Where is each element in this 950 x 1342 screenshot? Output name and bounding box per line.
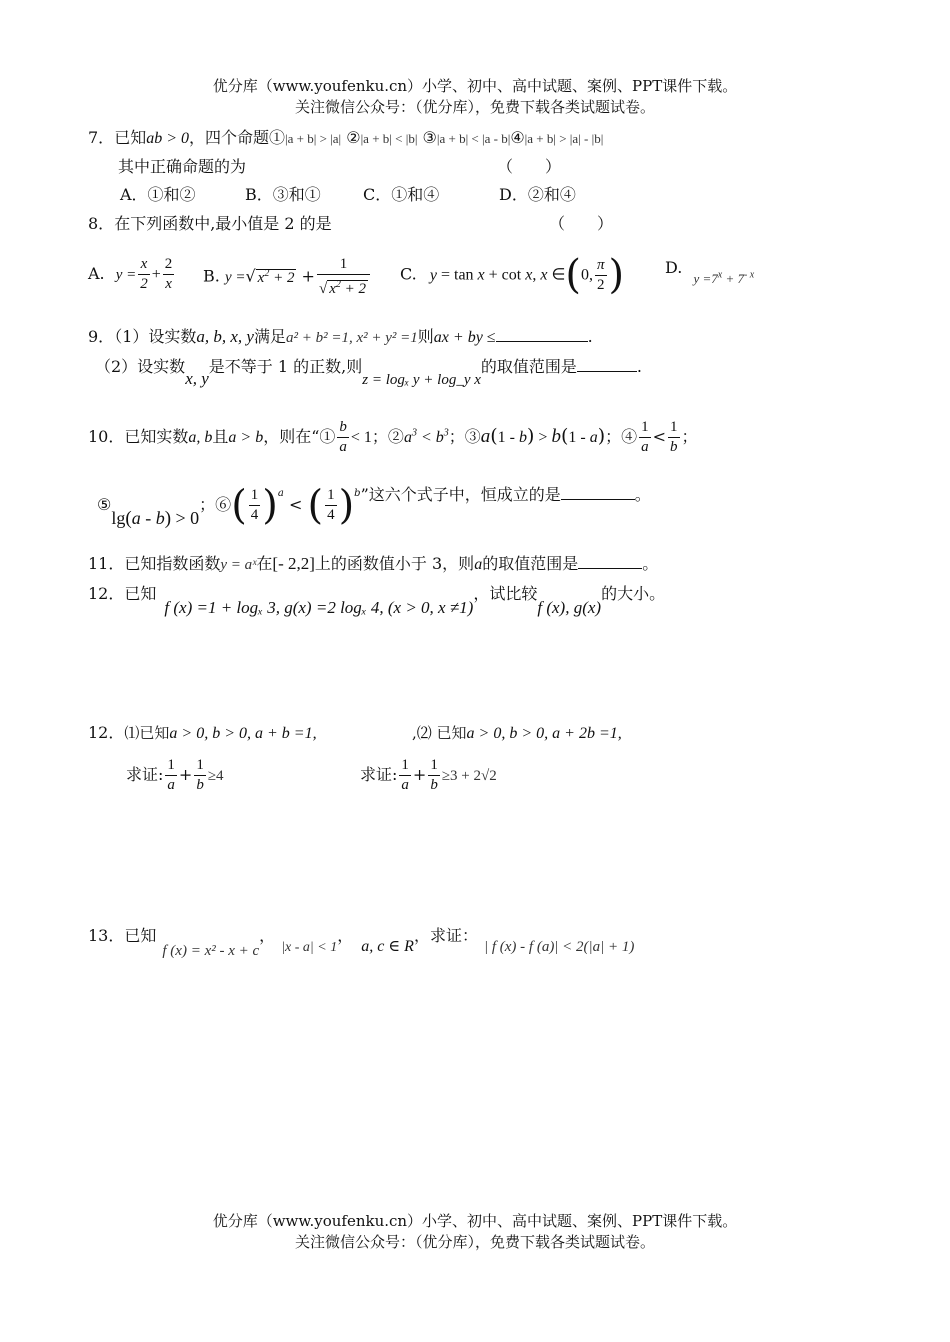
header-line-2: 关注微信公众号：（优分库），免费下载各类试题试卷。 (294, 98, 655, 116)
q10-text-b: ，则在“① (263, 427, 336, 446)
q12a-number: 12． (88, 584, 125, 603)
q7-sep-3: ③ (417, 128, 437, 147)
q8-option-a: A. y = $\frac{x}{2}$ + $\frac{2}{x}$ (88, 256, 173, 292)
q11-function: y = aˣ (220, 557, 257, 573)
q13-goal: | f (x) - f (a)| < 2(|a| + 1) (483, 939, 635, 955)
q7-option-d: D．②和④ (499, 185, 576, 204)
q9-p2-mid: 是不等于 1 的正数,则 (208, 357, 363, 376)
q9-p1-mid: 满足 (253, 327, 286, 346)
q9-number: 9． (88, 327, 115, 346)
q12b-condition-2: a > 0, b > 0, a + 2b =1, (466, 725, 622, 742)
q7-sep-4: ④ (510, 128, 525, 147)
q12b-prove-2-rhs: ≥3 + 2√2 (441, 768, 497, 784)
q8-option-c-label: C. (400, 264, 417, 284)
q9-p1-label: （1）设实数 (114, 327, 197, 346)
q11-text-d: 的取值范围是 (482, 554, 579, 573)
q12b-prove-1: 求证: $\frac{1}{a}$ + $\frac{1}{b}$ ≥4 (126, 757, 224, 793)
footer-line-1: 优分库（www.youfenku.cn）小学、初中、高中试题、案例、PPT课件下载。 (212, 1212, 738, 1230)
q12a-text-c: 的大小。 (601, 584, 666, 603)
q10-sep-5: ⑤ (97, 495, 112, 514)
q9-p1-vars: a, b, x, y (196, 327, 254, 346)
q12b-prove-2: 求证: $\frac{1}{a}$ + $\frac{1}{b}$ ≥3 + 2√2 (360, 757, 497, 793)
q12a-text-a: 已知 (124, 584, 157, 603)
q7-prop-2: |a + b| < |b| (360, 131, 418, 146)
q8-option-a-label: A. (88, 264, 105, 283)
question-12a (88, 584, 665, 618)
question-10-line-2: ⑤lg(a - b) > 0；⑥( $\frac{1}{4}$ )$^a$ < ( $\frac{1}{4}$ )$^b$”这六个式子中，恒成立的是 。 (97, 482, 651, 529)
q13-function: f (x) = x² - x + c (162, 943, 260, 959)
q10-sep-2: ；② (371, 427, 404, 446)
q9-p1-then: 则 (417, 327, 434, 346)
q8-answer-paren: （ ） (549, 214, 614, 233)
q13-text-b: ，求证： (413, 926, 478, 945)
q7-text-b: ，四个命题① (189, 128, 286, 147)
q9-p1-expression: ax + by ≤ (433, 329, 496, 346)
q9-p1-answer-blank (496, 326, 588, 342)
q10-answer-blank (561, 484, 635, 500)
q12b-condition-1: a > 0, b > 0, a + b =1, (169, 725, 317, 742)
q13-condition-2: a, c ∈ R (361, 938, 414, 955)
question-12b-part-2 (412, 723, 622, 743)
q11-text-c: 上的函数值小于 3，则 (314, 554, 475, 573)
q7-prop-3: |a + b| < |a - b| (436, 131, 511, 146)
q8-option-b: B. y =√ $x^2 + 2$ + $\frac{1}{√ x^2 + 2}$ (203, 255, 372, 299)
q8-option-d-label: D. (665, 258, 683, 277)
q12b-prove-1-rhs: ≥4 (207, 768, 224, 784)
q9-p1-equation: a² + b² =1, x² + y² =1 (285, 330, 418, 346)
q7-answer-paren: （ ） (497, 157, 562, 176)
q12b-prove-2-label: 求证: (360, 765, 398, 784)
q7-text-a: 已知 (114, 128, 147, 147)
q10-sep-4: ；④ (605, 427, 638, 446)
q11-interval: [- 2,2] (272, 554, 315, 573)
q13-sep-1: ， (259, 926, 276, 945)
q12b-prove-1-label: 求证: (126, 765, 164, 784)
q7-condition: ab > 0 (146, 130, 189, 147)
q7-option-a: A．①和② (120, 185, 196, 204)
question-10-line-1: 10．已知实数a, b且a > b，则在“① $\frac{b}{a}$ < 1；$②a^3 < b^3$；③a(1 - b) > b(1 - a)；④ $\frac{1}{a}$ < $\frac{1}{b}$ ； (88, 419, 698, 455)
q7-prop-1: |a + b| > |a| (285, 131, 342, 146)
q7-prop-4: |a + b| > |a| - |b| (524, 131, 604, 146)
q10-number: 10． (88, 427, 125, 446)
question-9-part-1: 9．（1）设实数a, b, x, y满足a² + b² =1, x² + y² =1则ax + by ≤ . (88, 327, 593, 346)
q12b-part-2-label: ,⑵ 已知 (412, 724, 467, 742)
q13-sep-2: ， (337, 926, 354, 945)
question-13 (88, 926, 634, 960)
question-7 (88, 128, 603, 148)
q12a-expression-2: f (x), g(x) (537, 598, 602, 617)
q10-vars: a, b (188, 429, 213, 446)
question-12b-line-1 (88, 723, 317, 743)
q8-option-c: C. y = tan x + cot x, x ∈(0, $\frac{\pi}{2}$ ) (400, 252, 625, 298)
q8-text: 在下列函数中,最小值是 2 的是 (114, 214, 332, 233)
q7-option-b: B．③和① (245, 185, 321, 204)
q13-number: 13． (88, 926, 125, 945)
q12a-text-b: ，试比较 (473, 584, 538, 603)
q8-number: 8． (88, 214, 115, 233)
q9-p2-vars: x, y (185, 369, 209, 388)
q10-text-a: 已知实数 (124, 427, 189, 446)
q11-var: a (474, 556, 483, 573)
q7-number: 7． (88, 128, 115, 147)
question-8 (88, 214, 332, 233)
q9-p2-answer-blank (577, 356, 637, 372)
q8-option-b-label: B. (203, 266, 220, 286)
q9-p2-label: （2）设实数 (95, 357, 186, 376)
q7-option-c: C．①和④ (363, 185, 440, 204)
q12b-part-1: ⑴已知 (124, 724, 170, 742)
q8-option-d: D. $_{y =7^x + 7^{- x}}$ (665, 258, 755, 286)
question-11: 11．已知指数函数y = aˣ在[- 2,2]上的函数值小于 3，则a的取值范围是 。 (88, 554, 659, 573)
q12b-number: 12． (88, 723, 125, 742)
q13-text-a: 已知 (124, 926, 157, 945)
q10-tail: ”这六个式子中，恒成立的是 (360, 485, 561, 504)
q10-sep-3: ；③ (448, 427, 481, 446)
footer-line-2: 关注微信公众号：（优分库），免费下载各类试题试卷。 (294, 1233, 655, 1251)
q11-text-a: 已知指数函数 (124, 554, 221, 573)
question-9-part-2: （2）设实数x, y是不等于 1 的正数,则z = logₓ y + log_y x的取值范围是 . (95, 357, 642, 388)
q7-sep-2: ② (341, 128, 361, 147)
q10-sep-6: ；⑥ (199, 495, 232, 514)
q11-text-b: 在 (256, 554, 273, 573)
q12a-expression: f (x) =1 + logₓ 3, g(x) =2 logₓ 4, (x > 0, x ≠1) (164, 598, 474, 617)
header-line-1: 优分库（www.youfenku.cn）小学、初中、高中试题、案例、PPT课件下载。 (212, 77, 738, 95)
q9-p2-tail: 的取值范围是 (480, 357, 577, 376)
q10-condition: a > b (228, 429, 264, 446)
q11-answer-blank (578, 553, 642, 569)
q7-line-2: 其中正确命题的为 (118, 157, 247, 176)
q11-number: 11． (88, 554, 125, 573)
q9-p2-expression: z = logₓ y + log_y x (362, 372, 481, 388)
q13-condition-1: |x - a| < 1 (281, 940, 338, 955)
q10-cond-a: 且 (212, 427, 229, 446)
